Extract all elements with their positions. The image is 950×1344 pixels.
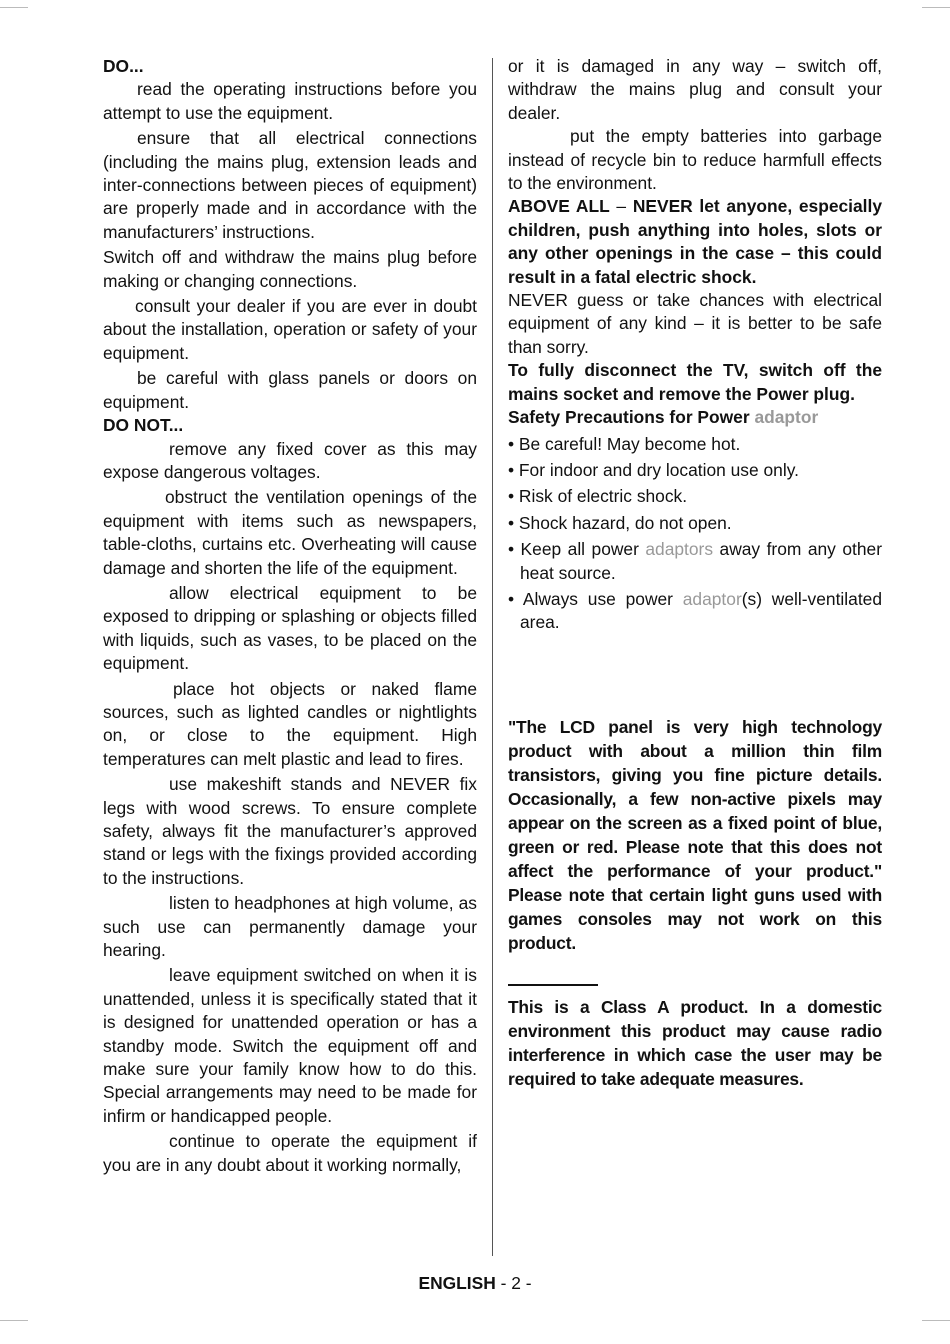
bullet-always-pre: • Always use power [508,588,683,609]
above-all-dash: – [609,196,633,217]
donot-item: allow electrical equipment to be exposed to dripping or splashing or objects filled with liquids, such as vases, to be placed on the equipment. [103,582,477,674]
do-item: be careful with glass panels or doors on equipment. [103,368,477,412]
do-item: ensure that all electrical connections (including the mains plug, extension leads and inter-connections between pieces of equipment) are properly made and in accordance with the manufacturers’ instructions. [103,128,477,242]
above-all-lead: ABOVE ALL [508,196,610,217]
above-all-text: NEVER let anyone, especially children, push anything into holes, slots or any other openings in the case – this could result in a fatal electric shock. [508,196,883,287]
do-item: read the operating instructions before you attempt to use the equipment. [103,79,477,123]
bullet-item: • Risk of electric shock. [508,486,688,507]
donot-heading: DO NOT... [103,415,184,436]
safety-heading [508,406,882,429]
class-a-note: This is a Class A product. In a domestic environment this product may cause radio interference in which case the user may be required to take adequate measures. [508,997,882,1089]
bullet-always-adaptor: adaptor [682,588,742,609]
bullet-item-always [508,588,882,635]
crop-mark [922,7,950,8]
continued-text: or it is damaged in any way – switch off, withdraw the mains plug and consult your dealer. [508,56,882,123]
donot-item: continue to operate the equipment if you are in any doubt about it working normally, [103,1131,477,1175]
left-column [103,55,477,1177]
never-guess-text: NEVER guess or take chances with electrical equipment of any kind – it is better to be safe than sorry. [508,290,882,357]
batteries-text: put the empty batteries into garbage instead of recycle bin to reduce harmfull effects to the environment. [508,126,882,194]
crop-mark [922,1320,950,1321]
disconnect-text: To fully disconnect the TV, switch off the mains socket and remove the Power plug. [508,360,882,404]
page-footer [0,1273,950,1294]
section-rule [508,984,598,986]
bullet-item: • For indoor and dry location use only. [508,459,799,480]
bullet-always-post: (s) well-ventilated area. [520,588,882,633]
above-all-warning [508,195,882,289]
bullet-item: • Be careful! May become hot. [508,433,741,454]
do-item: consult your dealer if you are ever in doubt about the installation, operation or safety of your equipment. [103,296,477,363]
donot-item: remove any fixed cover as this may expose dangerous voltages. [103,438,477,482]
donot-item: place hot objects or naked flame sources, such as lighted candles or nightlights on, or close to the equipment. High temperatures can melt plastic and lead to fires. [103,678,477,769]
do-heading: DO... [103,56,144,76]
page-number: - 2 - [495,1273,532,1293]
donot-item: use makeshift stands and NEVER fix legs with wood screws. To ensure complete safety, always fit the manufacturer’s approved stand or legs with the fixings provided according to the instructions. [103,774,477,888]
right-column [508,55,882,635]
do-item: Switch off and withdraw the mains plug before making or changing connections. [103,247,477,291]
lcd-panel-note: "The LCD panel is very high technology product with about a million thin film transistors, giving you fine picture details. Occasionally, a few non-active pixels may appear on the screen as a fixed point of blue, green or red. Please note that this does not affect the performance of your product." Please note that certain light guns used with games consoles may not work on this product. [508,717,882,953]
bullet-keep-adaptors: adaptors [645,539,714,560]
donot-item: obstruct the ventilation openings of the equipment with items such as newspapers, table-cloths, curtains etc. Overheating will cause damage and shorten the life of the equipment. [103,487,477,578]
donot-item: leave equipment switched on when it is unattended, unless it is specifically stated that it is designed for unattended operation or has a standby mode. Switch the equipment off and make sure your family know how to do this. Special arrangements may need to be made for infirm or handicapped people. [103,965,477,1126]
crop-mark [0,1320,28,1321]
footer-language: ENGLISH [418,1273,496,1293]
donot-item: listen to headphones at high volume, as such use can permanently damage your hearing. [103,893,477,961]
bullet-item-keep [508,538,882,585]
safety-heading-adaptor: adaptor [754,407,819,428]
bullet-item: • Shock hazard, do not open. [508,512,732,533]
crop-mark [0,7,28,8]
safety-heading-text: Safety Precautions for Power [508,407,755,428]
bullet-keep-post: away from any other heat source. [520,539,882,583]
column-divider [492,58,493,1256]
bullet-keep-pre: • Keep all power [508,539,646,560]
